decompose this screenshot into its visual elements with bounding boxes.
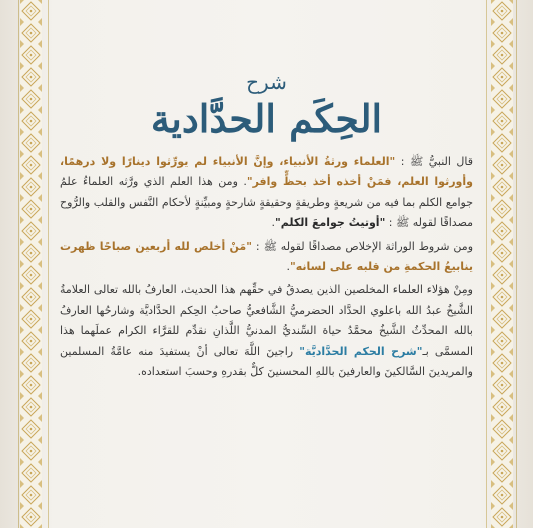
ornamental-border-right bbox=[491, 0, 513, 528]
paragraph bbox=[60, 152, 473, 234]
paragraph bbox=[60, 237, 473, 278]
text-run: راجينَ اللَّهَ تعالى أنْ يستفيدَ منه عامَّةُ المسلمين والمريدينَ السَّالكينَ والعارفينَ باللهِ المحسنينَ كلٌّ بقدرهِ وحسبَ استعداده. bbox=[60, 344, 473, 379]
hadith-quote: "مَنْ أخلص لله أربعين صباحًا ظهرت ينابيعُ الحكمةِ من قلبه على لسانه" bbox=[60, 239, 473, 274]
body-text bbox=[60, 152, 473, 385]
ornamental-border-left bbox=[20, 0, 42, 528]
text-run: . bbox=[286, 260, 290, 274]
title-prefix: شرح bbox=[246, 70, 287, 94]
text-run: . ومن هذا العلم الذي ورَّثه العلماءُ علمُ جوامع الكلم بما فيه من شريعةٍ وطريقةٍ وحقيقةٍ شارحةٍ ومبيِّنةٍ لأحكام النَّفس والقلب والرُّوح مصداقًا لقوله ﷺ : bbox=[60, 175, 473, 230]
book-title-reference: "شرح الحكم الحدَّاديَّة" bbox=[299, 344, 423, 358]
text-run: . bbox=[271, 216, 275, 230]
title-main: الحِكَم الحدَّادية bbox=[150, 96, 383, 141]
paragraph bbox=[60, 280, 473, 382]
hadith-quote: "العلماء ورثةُ الأنبياء، وإنَّ الأنبياء لم يورِّثوا دينارًا ولا درهمًا، وأورثوا العلم، فمَنْ أخذه أخذ بحظٍّ وافر" bbox=[60, 155, 473, 189]
text-run: ومِنْ هؤلاء العلماء المخلصين الذين يصدقُ في حقِّهم هذا الحديث، العارفُ بالله تعالى العلامةُ الشَّيخُ عبدُ الله باعلوي الحدَّاد الحضرميُّ الشَّافعيُّ صاحبُ الحِكم الحدَّاديَّة وشارحُها العارفُ بالله المحدِّثُ الشَّيخُ محمَّدُ حياة السِّنديُّ المدنيُّ اللَّذانِ نقدِّم للقرَّاء الكرام عملَهما هذا المسمَّى بـ bbox=[60, 283, 473, 358]
text-run: قال النبيُّ ﷺ : bbox=[395, 155, 473, 168]
hadith-quote: "أوتيتُ جوامعَ الكلم" bbox=[274, 216, 386, 230]
book-title bbox=[150, 70, 383, 150]
text-run: ومن شروط الوراثة الإخلاص مصداقًا لقوله ﷺ : bbox=[251, 239, 474, 253]
